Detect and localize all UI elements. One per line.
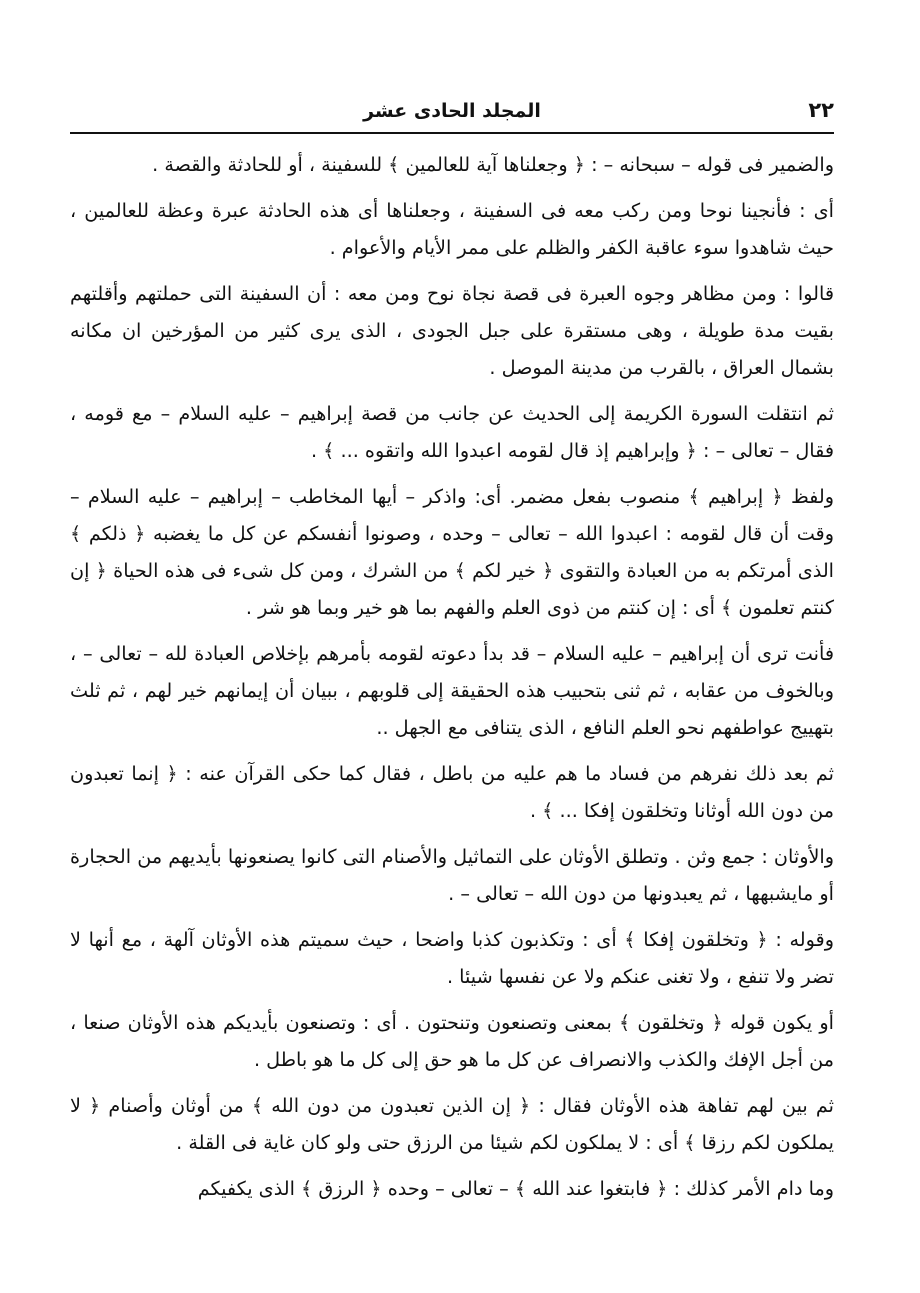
paragraph: وقوله : ﴿ وتخلقون إفكا ﴾ أى : وتكذبون كذبا واضحا ، حيث سميتم هذه الأوثان آلهة ، مع أنها لا تضر ولا تنفع ، ولا تغنى عنكم ولا عن نفسها شيئا . [70,928,834,988]
paragraph: ثم انتقلت السورة الكريمة إلى الحديث عن جانب من قصة إبراهيم – عليه السلام – مع قومه ، فقال – تعالى – : ﴿ وإبراهيم إذ قال لقومه اعبدوا الله واتقوه ... ﴾ . [70,402,834,462]
paragraph: والضمير فى قوله – سبحانه – : ﴿ وجعلناها آية للعالمين ﴾ للسفينة ، أو للحادثة والقصة . [152,153,834,176]
paragraph: ثم بعد ذلك نفرهم من فساد ما هم عليه من باطل ، فقال كما حكى القرآن عنه : ﴿ إنما تعبدون من دون الله أوثانا وتخلقون إفكا ... ﴾ . [70,762,834,822]
running-title: المجلد الحادى عشر [363,100,541,122]
paragraph: أو يكون قوله ﴿ وتخلقون ﴾ بمعنى وتصنعون وتنحتون . أى : وتصنعون بأيديكم هذه الأوثان صنعا ، من أجل الإفك والكذب والانصراف عن كل ما هو حق إلى كل ما هو باطل . [70,1011,834,1071]
page-number: ٢٢ [808,98,834,122]
page-header [70,92,834,134]
paragraph: فأنت ترى أن إبراهيم – عليه السلام – قد بدأ دعوته لقومه بأمرهم بإخلاص العبادة لله – تعالى – ، وبالخوف من عقابه ، ثم ثنى بتحبيب هذه الحقيقة إلى قلوبهم ، ببيان أن إيمانهم خير لهم ، ثم ثلث بتهييج عواطفهم نحو العلم النافع ، الذى يتنافى مع الجهل .. [70,642,834,739]
body-text [70,146,834,1207]
paragraph: وما دام الأمر كذلك : ﴿ فابتغوا عند الله ﴾ – تعالى – وحده ﴿ الرزق ﴾ الذى يكفيكم [197,1177,834,1200]
paragraph: ثم بين لهم تفاهة هذه الأوثان فقال : ﴿ إن الذين تعبدون من دون الله ﴾ من أوثان وأصنام ﴿ لا يملكون لكم رزقا ﴾ أى : لا يملكون لكم شيئا من الرزق حتى ولو كان غاية فى القلة . [70,1094,834,1154]
paragraph: أى : فأنجينا نوحا ومن ركب معه فى السفينة ، وجعلناها أى هذه الحادثة عبرة وعظة للعالمين ، حيث شاهدوا سوء عاقبة الكفر والظلم على ممر الأيام والأعوام . [70,199,834,259]
paragraph: قالوا : ومن مظاهر وجوه العبرة فى قصة نجاة نوح ومن معه : أن السفينة التى حملتهم وأقلتهم بقيت مدة طويلة ، وهى مستقرة على جبل الجودى ، الذى يرى كثير من المؤرخين ان مكانه بشمال العراق ، بالقرب من مدينة الموصل . [70,282,834,379]
paragraph: ولفظ ﴿ إبراهيم ﴾ منصوب بفعل مضمر. أى: واذكر – أيها المخاطب – إبراهيم – عليه السلام – وقت أن قال لقومه : اعبدوا الله – تعالى – وحده ، وصونوا أنفسكم عن كل ما يغضبه ﴿ ذلكم ﴾ الذى أمرتكم به من العبادة والتقوى ﴿ خير لكم ﴾ من الشرك ، ومن كل شىء فى هذه الحياة ﴿ إن كنتم تعلمون ﴾ أى : إن كنتم من ذوى العلم والفهم بما هو خير وبما هو شر . [70,485,834,619]
paragraph: والأوثان : جمع وثن . وتطلق الأوثان على التماثيل والأصنام التى كانوا يصنعونها بأيديهم من الحجارة أو مايشبهها ، ثم يعبدونها من دون الله – تعالى – . [70,845,834,905]
